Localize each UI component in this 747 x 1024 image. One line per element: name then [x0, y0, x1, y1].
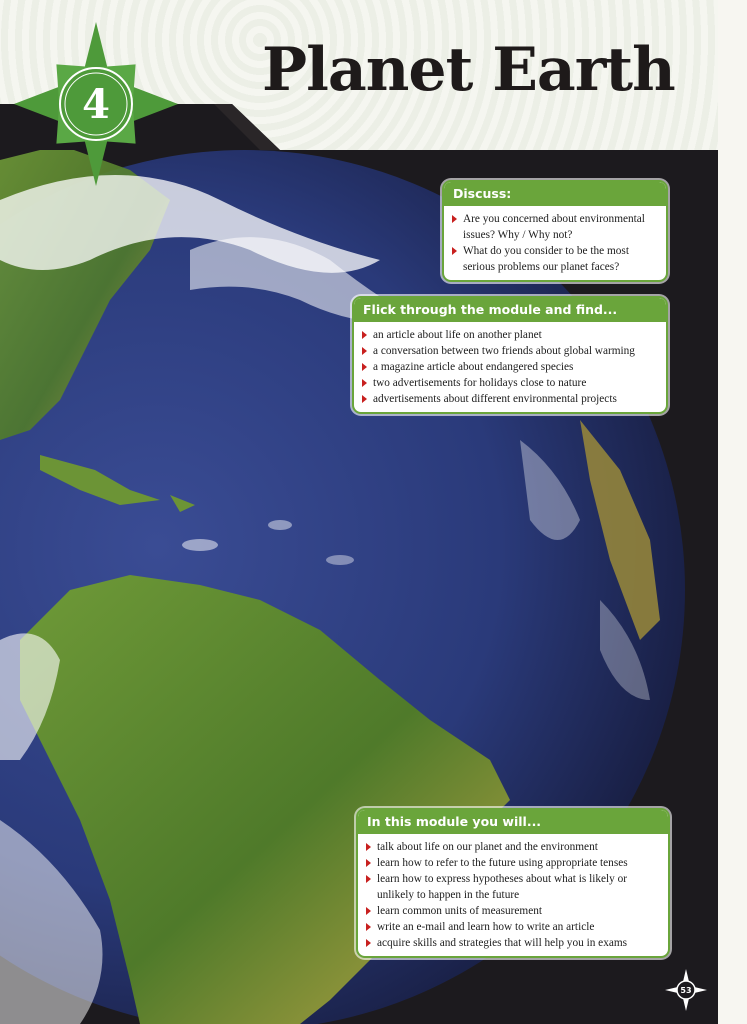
list-item: learn common units of measurement	[366, 903, 660, 919]
list-item: an article about life on another planet	[362, 327, 658, 343]
discuss-list	[444, 206, 666, 280]
list-item: learn how to refer to the future using appropriate tenses	[366, 855, 660, 871]
page-number: 53	[680, 986, 692, 995]
paper-margin	[718, 0, 747, 1024]
list-item: a magazine article about endangered species	[362, 359, 658, 375]
flick-through-heading: Flick through the module and find...	[354, 298, 666, 322]
list-item: a conversation between two friends about global warming	[362, 343, 658, 359]
list-item: write an e-mail and learn how to write an article	[366, 919, 660, 935]
module-number: 4	[82, 80, 110, 128]
list-item: talk about life on our planet and the environment	[366, 839, 660, 855]
list-item: two advertisements for holidays close to nature	[362, 375, 658, 391]
list-item: What do you consider to be the most serious problems our planet faces?	[452, 243, 658, 275]
discuss-box	[442, 180, 668, 282]
flick-through-list	[354, 322, 666, 412]
list-item: advertisements about different environmental projects	[362, 391, 658, 407]
module-objectives-list	[358, 834, 668, 956]
list-item: learn how to express hypotheses about what is likely or unlikely to happen in the future	[366, 871, 660, 903]
page-title: Planet Earth	[262, 35, 675, 105]
flick-through-box	[352, 296, 668, 414]
module-objectives-box	[356, 808, 670, 958]
discuss-heading: Discuss:	[444, 182, 666, 206]
list-item: acquire skills and strategies that will help you in exams	[366, 935, 660, 951]
module-objectives-heading: In this module you will...	[358, 810, 668, 834]
list-item: Are you concerned about environmental issues? Why / Why not?	[452, 211, 658, 243]
